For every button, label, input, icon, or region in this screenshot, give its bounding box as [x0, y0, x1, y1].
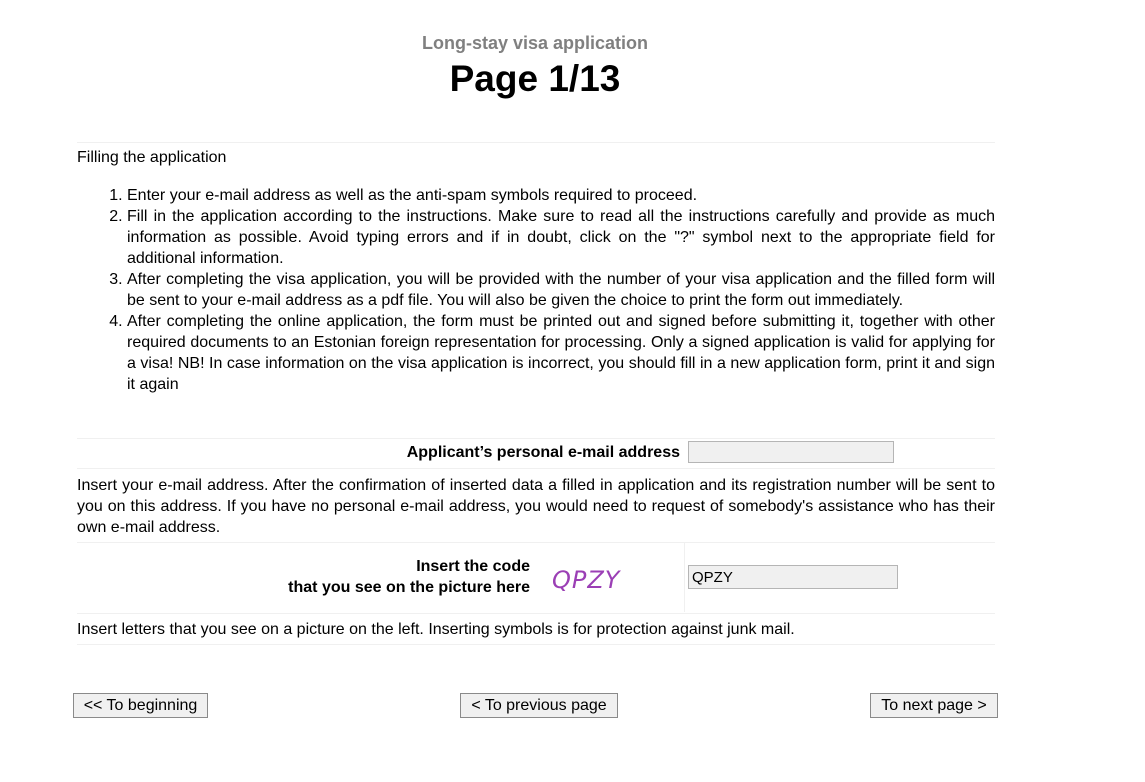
email-row	[77, 438, 995, 468]
instruction-item: 3. After completing the visa application, you will be provided with the number of your visa application and the filled form will be sent to your e-mail address as a pdf file. You will also be given the choice to print the form out immediately.	[127, 269, 995, 311]
instruction-item: 2. Fill in the application according to the instructions. Make sure to read all the instructions carefully and provide as much information as possible. Avoid typing errors and if in doubt, click on the "?" symbol next to the appropriate field for additional information.	[127, 206, 995, 269]
divider	[77, 613, 995, 614]
captcha-image	[550, 564, 630, 594]
captcha-image-text: QPZY	[552, 566, 621, 594]
divider	[77, 142, 995, 143]
divider	[77, 542, 995, 543]
divider	[684, 542, 685, 612]
divider	[77, 438, 995, 439]
captcha-help-text: Insert letters that you see on a picture on the left. Inserting symbols is for protection against junk mail.	[77, 621, 795, 638]
to-next-page-button[interactable]: To next page >	[870, 693, 998, 718]
captcha-row	[77, 542, 995, 612]
email-help-text: Insert your e-mail address. After the confirmation of inserted data a filled in application and its registration number will be sent to you on this address. If you have no personal e-mail address, you would need to request of somebody's assistance who has their own e-mail address.	[77, 477, 995, 536]
to-beginning-button[interactable]: << To beginning	[73, 693, 208, 718]
instructions-list	[77, 185, 995, 395]
to-previous-page-button[interactable]: < To previous page	[460, 693, 618, 718]
instruction-item: 4. After completing the online application, the form must be printed out and signed before submitting it, together with other required documents to an Estonian foreign representation for processing. Only a signed application is valid for applying for a visa! NB! In case information on the visa application is incorrect, you should fill in a new application form, print it and sign it again	[127, 311, 995, 395]
email-input[interactable]	[688, 441, 894, 463]
form-content	[77, 142, 995, 638]
divider	[77, 468, 995, 469]
page-title: Page 1/13	[449, 58, 621, 99]
captcha-input[interactable]	[688, 565, 898, 589]
captcha-label	[288, 556, 530, 598]
captcha-label-line1: Insert the code	[416, 558, 530, 575]
instruction-item: 1. Enter your e-mail address as well as the anti-spam symbols required to proceed.	[127, 185, 995, 206]
divider	[77, 644, 995, 645]
form-subtitle: Long-stay visa application	[421, 33, 649, 53]
captcha-label-line2: that you see on the picture here	[288, 579, 530, 596]
section-heading: Filling the application	[77, 149, 227, 166]
email-label: Applicant’s personal e-mail address	[406, 444, 680, 461]
